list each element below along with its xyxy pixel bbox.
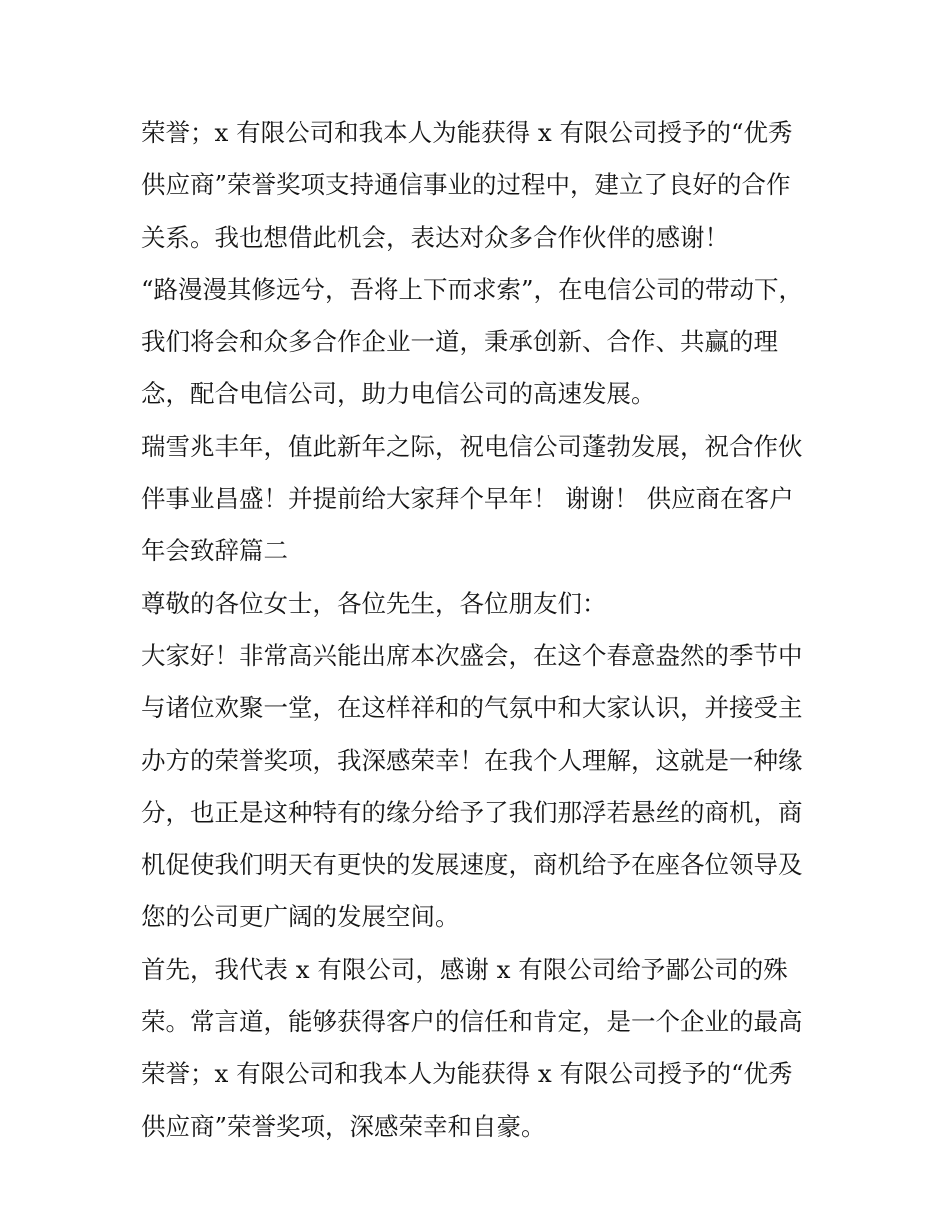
text-line: 瑞雪兆丰年，值此新年之际，祝电信公司蓬勃发展，祝合作伙 [141, 431, 803, 461]
text-line: 尊敬的各位女士，各位先生，各位朋友们： [141, 588, 607, 618]
text-line: 分，也正是这种特有的缘分给予了我们那浮若悬丝的商机，商 [141, 797, 803, 827]
text-line: 大家好！非常高兴能出席本次盛会，在这个春意盎然的季节中 [141, 640, 803, 670]
text-line: 供应商”荣誉奖项支持通信事业的过程中，建立了良好的合作 [141, 170, 791, 200]
text-line: “路漫漫其修远兮，吾将上下而求索”，在电信公司的带动下， [141, 274, 804, 304]
text-line: 我们将会和众多合作企业一道，秉承创新、合作、共赢的理 [141, 327, 778, 357]
text-line: 关系。我也想借此机会，表达对众多合作伙伴的感谢！ [141, 222, 729, 252]
text-line: 机促使我们明天有更快的发展速度，商机给予在座各位领导及 [141, 850, 803, 880]
text-line: 与诸位欢聚一堂，在这样祥和的气氛中和大家认识，并接受主 [141, 693, 803, 723]
document-body [141, 107, 821, 1153]
text-line: 您的公司更广阔的发展空间。 [141, 902, 460, 932]
text-line: 首先，我代表 x 有限公司，感谢 x 有限公司给予鄙公司的殊 [141, 954, 788, 984]
text-line: 办方的荣誉奖项，我深感荣幸！在我个人理解，这就是一种缘 [141, 745, 803, 775]
text-line: 供应商”荣誉奖项，深感荣幸和自豪。 [141, 1111, 546, 1141]
text-line: 荣誉；x 有限公司和我本人为能获得 x 有限公司授予的“优秀 [141, 118, 793, 147]
text-line: 荣。常言道，能够获得客户的信任和肯定，是一个企业的最高 [141, 1007, 803, 1037]
text-line: 念，配合电信公司，助力电信公司的高速发展。 [141, 379, 656, 409]
text-line: 伴事业昌盛！并提前给大家拜个早年！ 谢谢！ 供应商在客户 [141, 484, 794, 514]
text-line: 年会致辞篇二 [141, 536, 288, 566]
text-line: 荣誉；x 有限公司和我本人为能获得 x 有限公司授予的“优秀 [141, 1059, 793, 1089]
